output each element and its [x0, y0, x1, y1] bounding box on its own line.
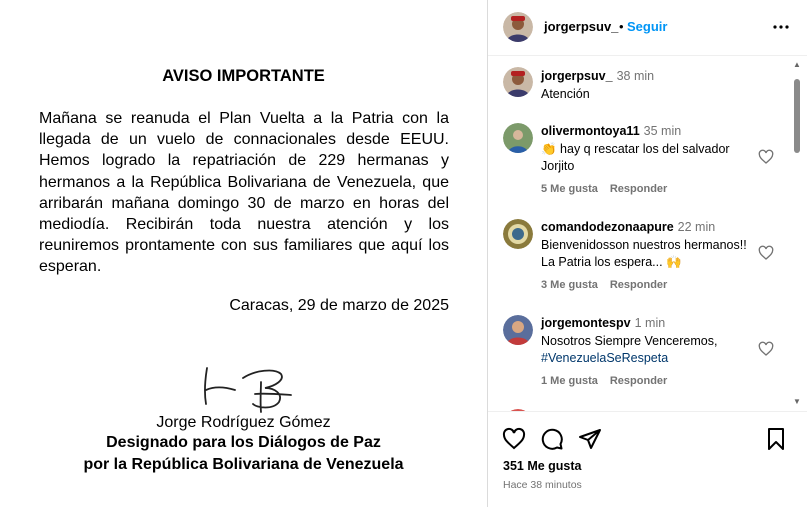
comment-username[interactable]: jorgerpsuv_ 38 min — [541, 69, 655, 83]
scroll-thumb[interactable] — [794, 79, 800, 153]
bookmark-icon[interactable] — [764, 427, 788, 451]
avatar[interactable] — [503, 12, 533, 42]
comments-list[interactable] — [488, 57, 807, 412]
follow-button[interactable]: Seguir — [627, 19, 668, 34]
comment-meta — [541, 183, 667, 195]
comment-text: Bienvenidosson nuestros hermanos!! La Patria los espera... 🙌 — [541, 238, 747, 269]
comment-text: Nosotros Siempre Venceremos, #VenezuelaSeRespeta — [541, 334, 718, 365]
heart-icon[interactable] — [758, 149, 774, 165]
comment-username[interactable]: olivermontoya11 35 min — [541, 124, 682, 138]
post-header — [488, 0, 807, 56]
comment-time: 35 min — [643, 124, 682, 138]
post-timestamp: Hace 38 minutos — [503, 479, 582, 491]
comment-likes[interactable]: 5 Me gusta — [541, 183, 598, 195]
heart-icon[interactable] — [758, 245, 774, 261]
reply-button[interactable]: Responder — [609, 279, 668, 291]
notice-body: Mañana se reanuda el Plan Vuelta a la Patria con la llegada de un vuelo de connacionales desde EEUU. Hemos logrado la repatriación de 229 hermanas y hermanos a la República Bolivariana de Venezuela, que arribarán mañana domingo 30 de marzo en horas del mediodía. Recibirán toda nuestra atención y los reuniremos prontamente con sus familiares que aquí los esperan. — [39, 110, 449, 276]
more-horizontal-icon[interactable] — [769, 15, 793, 39]
notice-date: Caracas, 29 de marzo de 2025 — [229, 297, 449, 314]
hashtag-link[interactable]: #VenezuelaSeRespeta — [541, 350, 669, 365]
share-icon[interactable] — [578, 427, 602, 451]
comment-meta — [541, 279, 667, 291]
comment-likes[interactable]: 3 Me gusta — [541, 279, 598, 291]
comment-time: 1 min — [634, 316, 666, 330]
signer-role-line2: por la República Bolivariana de Venezuela — [83, 456, 404, 473]
comment-icon[interactable] — [540, 427, 564, 451]
comment-time: 22 min — [677, 220, 716, 234]
avatar[interactable] — [503, 409, 533, 412]
comment-likes[interactable]: 1 Me gusta — [541, 375, 598, 387]
avatar[interactable] — [503, 219, 533, 249]
avatar[interactable] — [503, 67, 533, 97]
notice-title: AVISO IMPORTANTE — [162, 67, 325, 85]
header-separator: • — [619, 19, 624, 34]
scroll-down-arrow-icon[interactable]: ▼ — [793, 397, 801, 406]
likes-count[interactable]: 351 Me gusta — [503, 459, 582, 473]
header-username[interactable]: jorgerpsuv_ — [544, 19, 619, 34]
comment-text: 👏 hay q rescatar los del salvador Jorjito — [541, 142, 730, 173]
comment-time: 38 min — [616, 69, 655, 83]
reply-button[interactable]: Responder — [609, 375, 668, 387]
reply-button[interactable]: Responder — [609, 183, 668, 195]
signer-role-line1: Designado para los Diálogos de Paz — [106, 434, 381, 451]
heart-icon[interactable] — [502, 427, 526, 451]
scroll-up-arrow-icon[interactable]: ▲ — [793, 60, 801, 69]
heart-icon[interactable] — [758, 341, 774, 357]
comment-username[interactable]: jorgemontespv 1 min — [541, 316, 666, 330]
comment-text: Atención — [541, 87, 590, 101]
avatar[interactable] — [503, 315, 533, 345]
avatar[interactable] — [503, 123, 533, 153]
post-actions — [488, 413, 807, 507]
signature — [195, 360, 305, 415]
comments-scrollbar[interactable] — [791, 57, 803, 412]
comment-meta — [541, 375, 667, 387]
signer-name: Jorge Rodríguez Gómez — [156, 414, 331, 431]
comment-username[interactable]: comandodezonaapure 22 min — [541, 220, 716, 234]
post-side-panel — [488, 0, 807, 507]
